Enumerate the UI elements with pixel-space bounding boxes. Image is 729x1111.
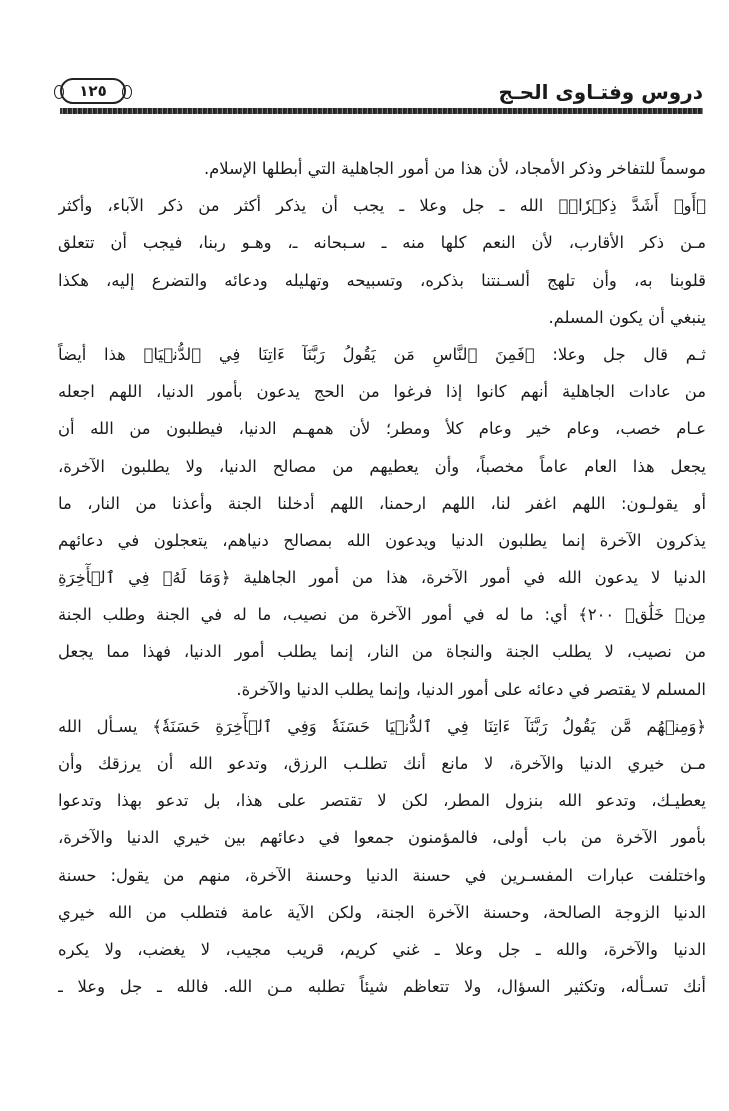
- text-line: الدنيا الزوجة الصالحة، وحسنة الآخرة الجنة، ولكن الآية عامة فتطلب من الله خيري: [58, 902, 706, 922]
- text-line: من عادات الجاهلية أنهم كانوا إذا فرغوا من الحج يدعون بأمور الدنيا، اللهم اجعله: [58, 382, 706, 402]
- page-number: ١٢٥: [79, 82, 107, 100]
- text-line: قلوبنا به، وأن تلهج ألسـنتنا بذكره، وتسبيحه وتهليله ودعائه والتضرع إليه، هكذا: [58, 270, 706, 290]
- text-line: الدنيا والآخرة، والله ـ جل وعلا ـ غني كريم، قريب مجيب، لا يغضب، ولا يكره: [58, 939, 706, 959]
- text-line: مـن خيري الدنيا والآخرة، لا مانع أنك تطلـب الرزق، وتدعو الله أن يرزقك وأن: [58, 754, 706, 773]
- text-line: مِنۡ خَلَٰقٖ ٢٠٠﴾ أي: ما له في أمور الآخرة من نصيب، ما له في الجنة وطلب الجنة: [58, 605, 706, 625]
- text-line: ﴿أَوۡ أَشَدَّ ذِكۡرٗاۗ﴾ الله ـ جل وعلا ـ يجب أن يذكر أكثر من ذكر الآباء، وأكثر: [58, 196, 706, 216]
- page-header: [60, 72, 703, 118]
- running-title: دروس وفتـاوى الحـج: [498, 80, 703, 104]
- text-line: من نصيب، لا يطلب الجنة والنجاة من النار، إنما يطلب أمور الدنيا، فهذا مما يجعل: [58, 642, 706, 662]
- text-line: المسلم لا يقتصر في دعائه على أمور الدنيا، وإنما يطلب الدنيا والآخرة.: [236, 679, 706, 699]
- text-line: واختلفت عبارات المفسـرين في حسنة الدنيا وحسنة الآخرة، منهم من يقول: حسنة: [58, 865, 706, 885]
- text-line: ﴿وَمِنۡهُم مَّن يَقُولُ رَبَّنَآ ءَاتِنَا فِي ٱلدُّنۡيَا حَسَنَةٗ وَفِي ٱلۡأٓخِرَةِ حَسَنَةٗ﴾ يسـأل الله: [58, 716, 706, 736]
- text-line: موسماً للتفاخر وذكر الأمجاد، لأن هذا من أمور الجاهلية التي أبطلها الإسلام.: [203, 159, 706, 178]
- page-number-ornament: [60, 78, 126, 104]
- body-text: [58, 150, 706, 1005]
- text-line: بأمور الآخرة من باب أولى، فالمؤمنون جمعوا في دعائهم بين خيري الدنيا والآخرة،: [58, 828, 706, 848]
- text-line: ينبغي أن يكون المسلم.: [548, 307, 706, 327]
- text-line: يذكرون الآخرة إنما يطلبون الدنيا ويدعون الله بمصالح دنياهم، يتعجلون في دعائهم: [58, 530, 706, 550]
- text-line: أنك تسـأله، وتكثير السؤال، ولا تتعاظم شيئاً تطلبه مـن الله. فالله ـ جل وعلا ـ: [58, 977, 706, 997]
- text-line: يعطيـك، وتدعو الله بنزول المطر، لكن لا تقتصر على هذا، بل تدعو بهذا وتدعوا: [58, 791, 706, 811]
- header-rule: [60, 108, 703, 114]
- text-line: أو يقولـون: اللهم اغفر لنا، اللهم ارحمنا، اللهم أدخلنا الجنة وأعذنا من النار، ما: [58, 493, 706, 513]
- text-line: مـن ذكر الأقارب، لأن النعم كلها منه ـ سـبحانه ـ، وهـو ربنا، فيجب أن تتعلق: [58, 233, 706, 253]
- text-line: الدنيا لا يدعون الله في أمور الآخرة، هذا من أمور الجاهلية ﴿وَمَا لَهُۥ فِي ٱلۡأٓخِرَةِ: [58, 568, 706, 588]
- text-line: عـام خصب، وعام خير وعام كلأ ومطر؛ لأن همهـم الدنيا، فيطلبون من الله أن: [58, 419, 706, 439]
- text-line: ثـم قال جل وعلا: ﴿فَمِنَ ٱلنَّاسِ مَن يَقُولُ رَبَّنَآ ءَاتِنَا فِي ٱلدُّنۡيَا﴾ هذا أيضاً: [58, 344, 706, 364]
- text-line: يجعل هذا العام عاماً مخصباً، وأن يعطيهم من مصالح الدنيا، ولا يطلبون الآخرة،: [58, 456, 706, 476]
